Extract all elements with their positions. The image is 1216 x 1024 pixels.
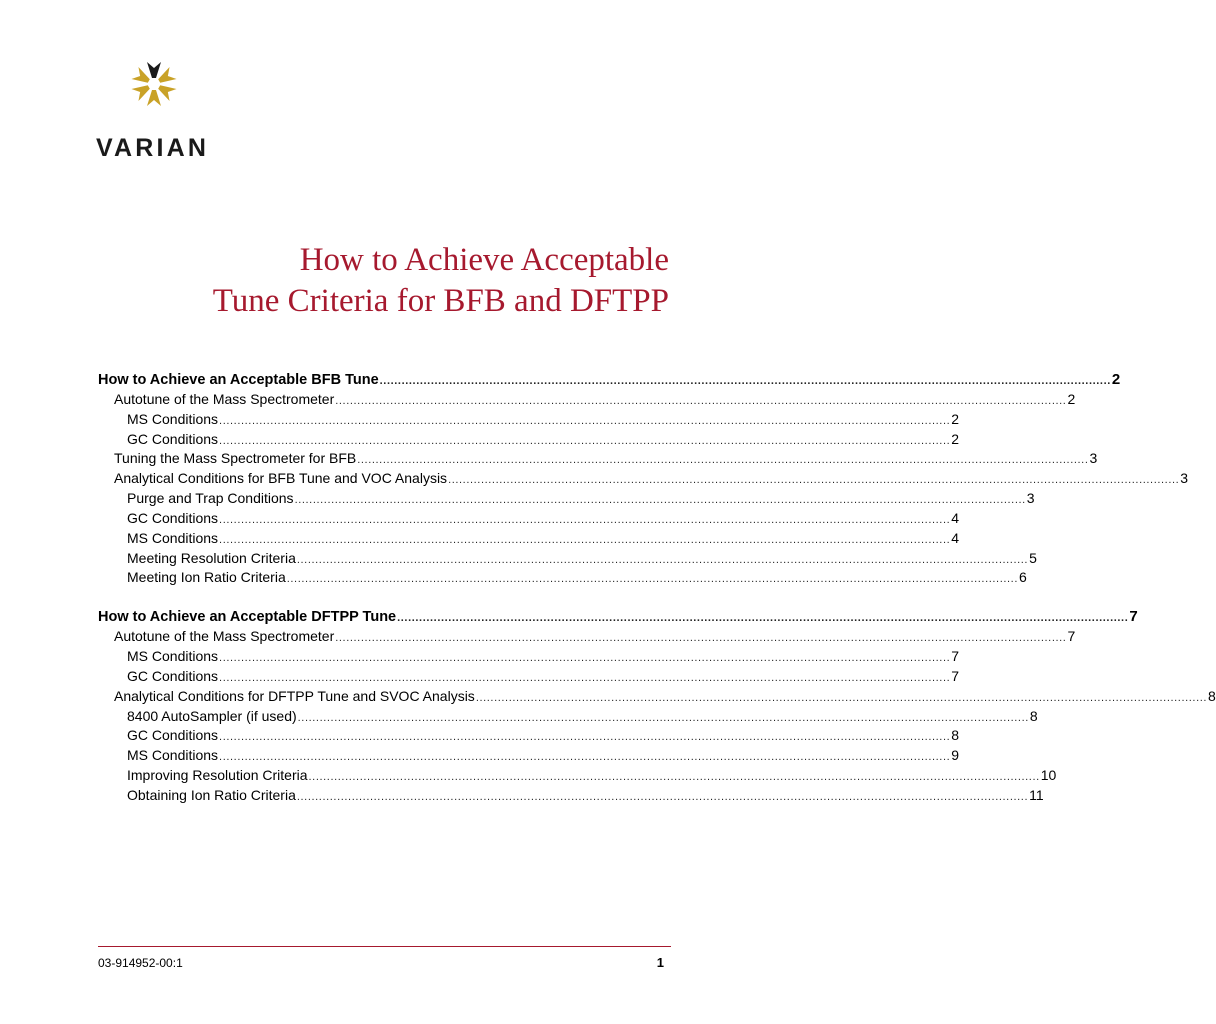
toc-section-gap: [98, 589, 666, 608]
toc-entry[interactable]: [98, 667, 960, 688]
toc-entry-page: 2: [1067, 390, 1076, 407]
toc-entry[interactable]: [98, 786, 1044, 807]
toc-dot-leader: ........................................................................................................................................................................................................: [219, 533, 951, 546]
toc-entry-page: 2: [1111, 371, 1121, 388]
toc-dot-leader: ........................................................................................................................................................................................................: [297, 711, 1029, 724]
toc-entry-page: 2: [951, 410, 960, 427]
toc-entry-page: 7: [1067, 628, 1076, 645]
toc-dot-leader: ........................................................................................................................................................................................................: [357, 454, 1089, 467]
toc-entry[interactable]: [98, 727, 960, 747]
toc-entry[interactable]: [98, 390, 1076, 411]
toc-entry-page: 2: [951, 430, 960, 447]
toc-dot-leader: ........................................................................................................................................................................................................: [286, 573, 1018, 586]
toc-entry-title: MS Conditions: [127, 529, 219, 546]
toc-entry[interactable]: [98, 767, 1057, 787]
toc-entry-title: Analytical Conditions for DFTPP Tune and SVOC Analysis: [114, 687, 475, 704]
logo-star-arm: [147, 90, 161, 106]
toc-entry-title: Autotune of the Mass Spectrometer: [114, 628, 335, 645]
toc-dot-leader: ........................................................................................................................................................................................................: [379, 375, 1111, 387]
toc-entry-page: 3: [1089, 450, 1098, 467]
toc-entry-title: MS Conditions: [127, 747, 219, 764]
toc-entry-page: 8: [951, 727, 960, 744]
toc-entry[interactable]: [98, 608, 1138, 628]
logo-wordmark: VARIAN: [96, 134, 210, 162]
toc-dot-leader: ........................................................................................................................................................................................................: [335, 394, 1067, 407]
footer-rule: [98, 946, 671, 947]
toc-dot-leader: ........................................................................................................................................................................................................: [397, 612, 1129, 625]
toc-entry[interactable]: [98, 687, 1216, 708]
toc-entry-title: GC Conditions: [127, 667, 219, 684]
toc-entry[interactable]: [98, 509, 960, 530]
title-line-1: How to Achieve Acceptable: [299, 242, 669, 278]
toc-entry[interactable]: [98, 549, 1037, 570]
toc-entry-page: 10: [1040, 767, 1057, 784]
toc-entry-page: 8: [1029, 707, 1038, 724]
toc-dot-leader: ........................................................................................................................................................................................................: [308, 771, 1040, 784]
toc-entry[interactable]: [98, 430, 960, 451]
toc-entry-title: Meeting Resolution Criteria: [127, 549, 296, 566]
logo-star-arm: [131, 67, 152, 87]
logo-star-arm: [156, 67, 177, 87]
toc-entry-title: Analytical Conditions for BFB Tune and VOC Analysis: [114, 470, 448, 487]
toc-entry-title: Improving Resolution Criteria: [127, 767, 308, 784]
footer-page-number: 1: [656, 955, 664, 970]
toc-entry-page: 5: [1029, 549, 1037, 566]
toc-entry-page: 7: [951, 667, 960, 684]
toc-entry[interactable]: [98, 470, 1189, 490]
toc-entry-page: 3: [1026, 490, 1035, 507]
toc-entry-title: GC Conditions: [127, 727, 219, 744]
toc-entry-title: Obtaining Ion Ratio Criteria: [127, 786, 296, 803]
footer-doc-number: 03-914952-00:1: [98, 956, 183, 970]
toc-dot-leader: ........................................................................................................................................................................................................: [296, 790, 1029, 803]
toc-entry[interactable]: [98, 628, 1076, 648]
toc-entry-page: 8: [1208, 687, 1216, 704]
toc-entry-title: Meeting Ion Ratio Criteria: [127, 569, 286, 586]
toc-entry-title: GC Conditions: [127, 509, 219, 526]
toc-entry-title: Purge and Trap Conditions: [127, 490, 294, 507]
toc-entry-page: 4: [951, 509, 960, 526]
toc-entry-title: MS Conditions: [127, 647, 219, 664]
toc-entry-page: 11: [1029, 786, 1044, 803]
table-of-contents: [98, 371, 1216, 807]
toc-entry-page: 9: [951, 747, 960, 764]
toc-dot-leader: ........................................................................................................................................................................................................: [448, 474, 1180, 487]
toc-entry-title: Tuning the Mass Spectrometer for BFB: [114, 450, 357, 467]
toc-entry-page: 7: [1129, 608, 1138, 626]
toc-entry[interactable]: [98, 450, 1098, 470]
toc-entry[interactable]: [98, 490, 1035, 510]
toc-entry-page: 3: [1180, 470, 1189, 487]
toc-entry-page: 4: [951, 529, 960, 546]
toc-dot-leader: ........................................................................................................................................................................................................: [335, 632, 1067, 645]
varian-logo: [96, 56, 226, 166]
logo-star-arm: [131, 81, 152, 101]
toc-entry-title: How to Achieve an Acceptable DFTPP Tune: [98, 609, 397, 626]
toc-dot-leader: ........................................................................................................................................................................................................: [475, 691, 1208, 704]
toc-dot-leader: ........................................................................................................................................................................................................: [296, 553, 1029, 566]
toc-entry[interactable]: [98, 707, 1038, 728]
toc-entry[interactable]: [98, 529, 960, 550]
toc-entry[interactable]: [98, 371, 1121, 391]
toc-entry-page: 7: [951, 647, 960, 664]
toc-entry-title: Autotune of the Mass Spectrometer: [114, 390, 335, 407]
toc-entry[interactable]: [98, 410, 960, 431]
toc-entry-title: 8400 AutoSampler (if used): [127, 707, 297, 724]
toc-dot-leader: ........................................................................................................................................................................................................: [219, 671, 951, 684]
toc-dot-leader: ........................................................................................................................................................................................................: [219, 731, 951, 744]
toc-dot-leader: ........................................................................................................................................................................................................: [294, 494, 1026, 507]
toc-dot-leader: ........................................................................................................................................................................................................: [219, 751, 951, 764]
varian-star-icon: [126, 56, 182, 112]
toc-entry-title: How to Achieve an Acceptable BFB Tune: [98, 372, 379, 388]
toc-dot-leader: ........................................................................................................................................................................................................: [219, 434, 951, 447]
toc-entry[interactable]: [98, 647, 960, 668]
toc-dot-leader: ........................................................................................................................................................................................................: [219, 651, 951, 664]
toc-dot-leader: ........................................................................................................................................................................................................: [219, 513, 951, 526]
toc-entry-title: GC Conditions: [127, 430, 219, 447]
toc-entry[interactable]: [98, 747, 960, 767]
toc-entry[interactable]: [98, 569, 1027, 589]
title-line-2: Tune Criteria for BFB and DFTPP: [212, 283, 669, 319]
logo-star-arm: [147, 62, 161, 78]
page-title: [213, 240, 669, 322]
toc-entry-page: 6: [1018, 569, 1027, 586]
toc-dot-leader: ........................................................................................................................................................................................................: [219, 414, 951, 427]
toc-entry-title: MS Conditions: [127, 410, 219, 427]
logo-star-arm: [156, 81, 177, 101]
